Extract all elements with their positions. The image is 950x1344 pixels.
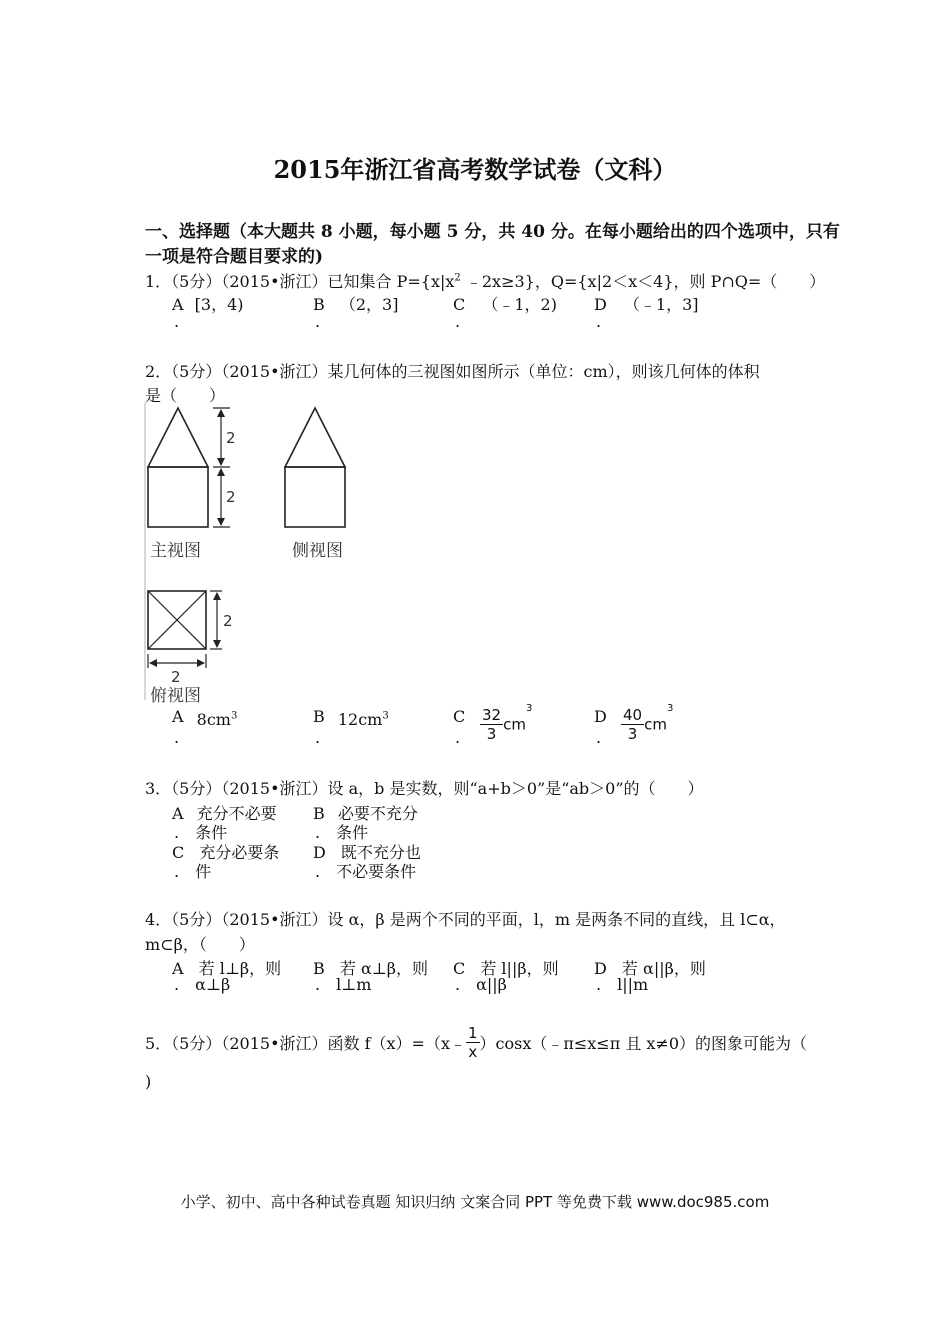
q2-dot-d: . [596,728,602,747]
section-heading-line1: 一、选择题（本大题共 8 小题，每小题 5 分，共 40 分。在每小题给出的四个选项中，只有 [145,222,840,242]
q3-option-a-line2: 条件 [195,823,228,842]
q4-option-a-cont: . α⊥β [174,975,231,994]
q1-option-b-letter: B [313,295,325,314]
q1-option-b-text: （2，3] [339,295,399,314]
q3-option-b-line2: 条件 [336,823,369,842]
q1-option-c-letter: C [453,295,466,314]
q4-option-d-line1: 若 α||β，则 [621,959,706,978]
q3-option-b-cont: . 条件 [315,823,369,842]
front-view-label: 主视图 [150,541,201,561]
three-view-figure [140,400,360,710]
q1-option-a[interactable] [172,292,244,315]
q3-option-d-line2: 不必要条件 [336,862,417,881]
question-2-stem-line2: 是（ ） [145,386,226,405]
front-view-roof [148,408,208,467]
q4-option-b-letter: B [313,959,325,978]
page-title: 2015年浙江省高考数学试卷（文科） [273,155,677,184]
q2-dot-a: . [174,728,180,747]
q2-option-d-value: $\frac{40}{3}$ $cm^3$ [623,703,674,743]
q5-stem-prefix: 5．（5分）（2015•浙江）函数 f（x）=（x﹣ [145,1034,466,1053]
q3-option-d-letter: D [313,843,326,862]
q3-option-d-cont: . 不必要条件 [315,862,417,881]
q1-option-a-letter: A [172,295,184,314]
q1-dot-c: . [455,312,461,331]
q1-option-d-text: （﹣1，3] [623,295,699,314]
question-5-stem [145,1024,807,1061]
question-4-stem-line1: 4．（5分）（2015•浙江）设 α，β 是两个不同的平面，l，m 是两条不同的直线，且 l⊂α， [145,910,786,929]
q2-option-a-letter: A [172,707,184,726]
q3-option-d-line1: 既不充分也 [340,843,421,862]
q4-option-c-letter: C [453,959,466,978]
q2-option-b-value: $12cm^3$ [337,710,389,729]
q5-stem-suffix: ）cosx（﹣π≤x≤π 且 x≠0）的图象可能为（ [479,1034,808,1053]
top-view-label: 俯视图 [150,686,201,706]
q1-stem-suffix: ﹣2x≥3}，Q={x|2＜x＜4}，则 P∩Q=（ ） [460,272,826,291]
q2-option-c-value: $\frac{32}{3}$ $cm^3$ [482,703,533,743]
q4-option-c-line2: α||β [476,975,507,994]
side-view-roof [285,408,345,467]
q2-option-b-letter: B [313,707,325,726]
q1-dot-d: . [596,312,602,331]
question-3-stem: 3．（5分）（2015•浙江）设 a，b 是实数，则“a+b＞0”是“ab＞0”的（ ） [145,779,704,798]
q4-option-c-line1: 若 l||β，则 [480,959,559,978]
dim-body-label: 2 [226,488,236,506]
q4-option-b-line1: 若 α⊥β，则 [339,959,429,978]
q1-stem-prefix: 1．（5分）（2015•浙江）已知集合 P={x|x [145,272,455,291]
side-view-label: 侧视图 [292,541,343,561]
q1-option-c[interactable] [453,292,557,315]
q1-exponent: 2 [454,272,461,284]
q3-option-c-cont: . 件 [174,862,212,881]
q3-option-c-letter: C [172,843,185,862]
q4-option-a-line1: 若 l⊥β，则 [198,959,282,978]
question-4-stem-line2: m⊂β，（ ） [145,935,255,954]
q1-option-a-text: [3，4) [194,295,244,314]
q2-option-d[interactable] [594,707,607,726]
q4-option-c-cont: . α||β [455,975,507,994]
q4-option-a-line2: α⊥β [195,975,231,994]
q3-option-b-line1: 必要不充分 [337,804,418,823]
dim-top-height-label: 2 [223,612,233,630]
q4-option-a-letter: A [172,959,184,978]
q1-option-d-letter: D [594,295,607,314]
q2-option-c-letter: C [453,707,466,726]
q4-option-d-letter: D [594,959,607,978]
question-5-stem-line2: ) [145,1072,152,1091]
q2-option-a-value: $8cm^3$ [196,710,238,729]
q3-option-a-cont: . 条件 [174,823,228,842]
front-view-body [148,467,208,527]
side-view [285,408,345,527]
q2-dot-b: . [315,728,321,747]
q3-option-a-letter: A [172,804,184,823]
q3-option-c-line1: 充分必要条 [199,843,280,862]
q2-option-d-letter: D [594,707,607,726]
q2-option-c[interactable] [453,707,465,726]
q1-dot-a: . [174,312,180,331]
q3-option-c-line2: 件 [195,862,212,881]
q5-fraction: $\frac{1}{x}$ [467,1024,478,1061]
q4-option-b-line2: l⊥m [336,975,372,994]
dim-top-width-label: 2 [171,668,181,686]
q1-option-d[interactable] [594,292,699,315]
footer-note: 小学、初中、高中各种试卷真题 知识归纳 文案合同 PPT 等免费下载 www.doc985.com [180,1193,770,1211]
question-2-stem-line1: 2．（5分）（2015•浙江）某几何体的三视图如图所示（单位：cm），则该几何体的体积 [145,362,760,381]
q2-option-a[interactable] [172,707,238,729]
section-heading-line2: 一项是符合题目要求的) [145,247,324,267]
side-view-body [285,467,345,527]
q4-option-b-cont: . l⊥m [315,975,372,994]
q1-dot-b: . [315,312,321,331]
q2-dot-c: . [455,728,461,747]
q4-option-d-cont: . l||m [596,975,649,994]
q3-option-b-letter: B [313,804,325,823]
front-view [148,408,236,527]
q1-option-c-text: （﹣1，2) [482,295,557,314]
q4-option-d-line2: l||m [617,975,649,994]
q2-option-b[interactable] [313,707,389,729]
top-view [148,591,233,686]
q1-option-b[interactable] [313,292,398,315]
q3-option-a-line1: 充分不必要 [196,804,277,823]
dim-roof-label: 2 [226,429,236,447]
question-1-stem [145,269,825,292]
